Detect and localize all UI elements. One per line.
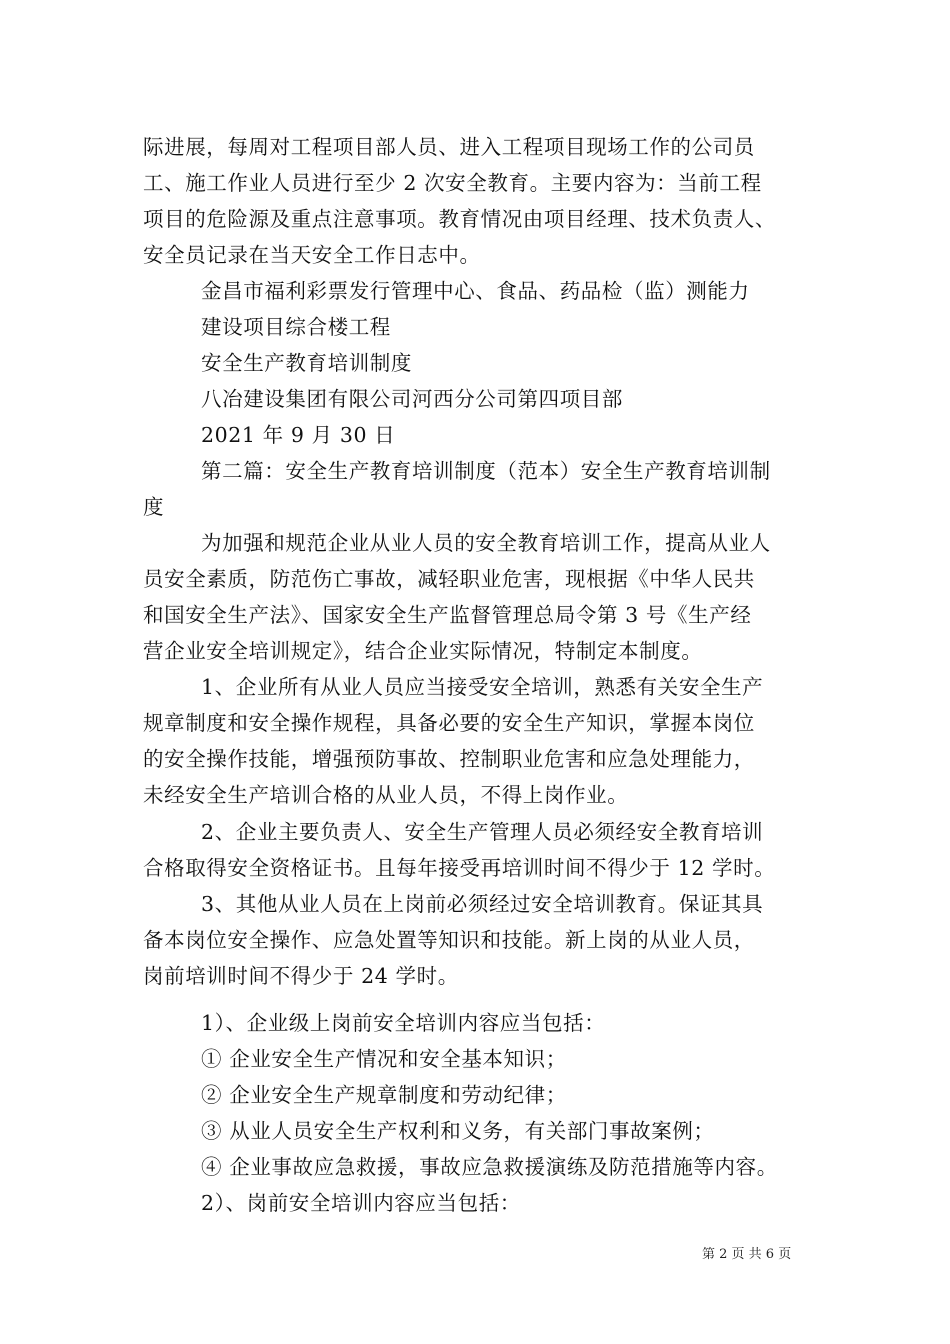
list-heading: 1）、企业级上岗前安全培训内容应当包括：	[201, 1011, 606, 1035]
date-line: 2021 年 9 月 30 日	[201, 423, 396, 447]
text-line: 2、企业主要负责人、安全生产管理人员必须经安全教育培训	[201, 820, 764, 844]
text-line: 1、企业所有从业人员应当接受安全培训，熟悉有关安全生产	[201, 675, 764, 699]
list-heading: 2）、岗前安全培训内容应当包括：	[201, 1191, 521, 1215]
text-line: 安全生产教育培训制度	[201, 351, 412, 375]
list-item: ② 企业安全生产规章制度和劳动纪律；	[201, 1083, 567, 1107]
text-line: 八冶建设集团有限公司河西分公司第四项目部	[201, 387, 623, 411]
text-line: 合格取得安全资格证书。且每年接受再培训时间不得少于 12 学时。	[143, 856, 776, 880]
text-line: 安全员记录在当天安全工作日志中。	[143, 243, 481, 267]
text-line: 度	[143, 495, 165, 519]
text-line: 3、其他从业人员在上岗前必须经过安全培训教育。保证其具	[201, 892, 764, 916]
text-line: 的安全操作技能，增强预防事故、控制职业危害和应急处理能力，	[143, 747, 755, 771]
text-line: 金昌市福利彩票发行管理中心、食品、药品检（监）测能力	[201, 279, 750, 303]
text-line: 规章制度和安全操作规程，具备必要的安全生产知识，掌握本岗位	[143, 711, 755, 735]
text-line: 员安全素质，防范伤亡事故，减轻职业危害，现根据《中华人民共	[143, 567, 755, 591]
page-number: 第 2 页 共 6 页	[702, 1247, 792, 1262]
text-line: 和国安全生产法》、国家安全生产监督管理总局令第 3 号《生产经	[143, 603, 752, 627]
text-line: 际进展，每周对工程项目部人员、进入工程项目现场工作的公司员	[143, 135, 755, 159]
text-line: 备本岗位安全操作、应急处置等知识和技能。新上岗的从业人员，	[143, 928, 755, 952]
section-heading: 第二篇：安全生产教育培训制度（范本）安全生产教育培训制	[201, 459, 771, 483]
text-line: 工、施工作业人员进行至少 2 次安全教育。主要内容为：当前工程	[143, 171, 762, 195]
text-line: 项目的危险源及重点注意事项。教育情况由项目经理、技术负责人、	[143, 207, 776, 231]
text-line: 建设项目综合楼工程	[201, 315, 391, 339]
text-line: 为加强和规范企业从业人员的安全教育培训工作，提高从业人	[201, 531, 771, 555]
list-item: ③ 从业人员安全生产权利和义务，有关部门事故案例；	[201, 1119, 715, 1143]
list-item: ④ 企业事故应急救援，事故应急救援演练及防范措施等内容。	[201, 1155, 778, 1179]
list-item: ① 企业安全生产情况和安全基本知识；	[201, 1047, 567, 1071]
text-line: 营企业安全培训规定》，结合企业实际情况，特制定本制度。	[143, 639, 703, 663]
text-line: 未经安全生产培训合格的从业人员，不得上岗作业。	[143, 783, 629, 807]
text-line: 岗前培训时间不得少于 24 学时。	[143, 964, 459, 988]
